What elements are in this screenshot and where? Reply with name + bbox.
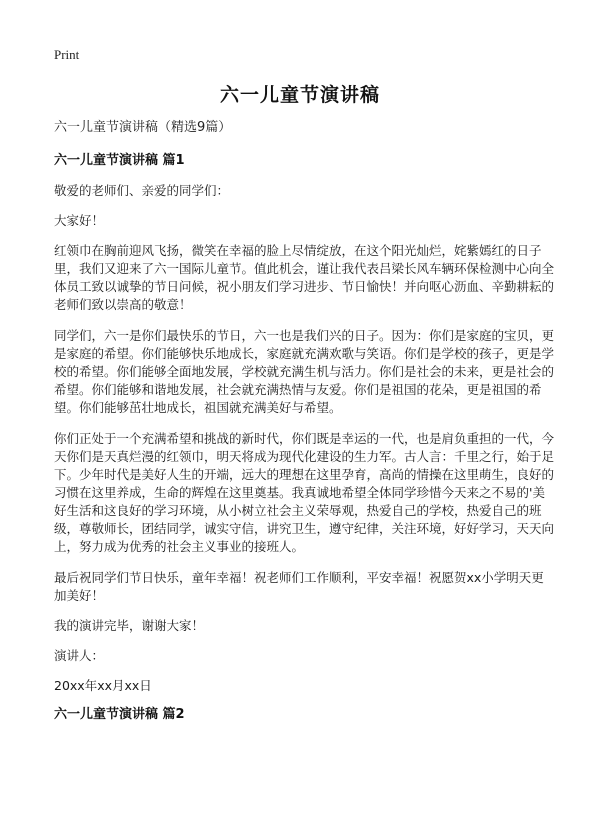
section-heading-1: 六一儿童节演讲稿 篇1	[54, 153, 185, 168]
speaker-label: 演讲人：	[54, 648, 105, 663]
greeting-paragraph: 敬爱的老师们、亲爱的同学们：	[54, 183, 230, 198]
date-line: 20xx年xx月xx日	[54, 678, 152, 693]
salutation-paragraph: 大家好！	[54, 213, 105, 228]
print-link[interactable]: Print	[54, 47, 80, 62]
closing-paragraph: 最后祝同学们节日快乐，童年幸福！祝老师们工作顺利，平安幸福！祝愿贺xx小学明天更加美好！	[54, 570, 544, 603]
body-paragraph-2: 同学们，六一是你们最快乐的节日，六一也是我们兴的日子。因为：你们是家庭的宝贝，更是家庭的希望。你们能够快乐地成长，家庭就充满欢歌与笑语。你们是学校的孩子，更是学校的希望。你们能够全面地发展，学校就充满生机与活力。你们是社会的未来，更是社会的希望。你们能够和谐地发展，社会就充满热情与友爱。你们是祖国的花朵，更是祖国的希望。你们能够茁壮地成长，祖国就充满美好与希望。	[54, 328, 555, 415]
document-title: 六一儿童节演讲稿	[219, 84, 380, 106]
thanks-paragraph: 我的演讲完毕，谢谢大家！	[54, 618, 205, 633]
body-paragraph-3: 你们正处于一个充满希望和挑战的新时代，你们既是幸运的一代，也是肩负重担的一代，今天你们是天真烂漫的红领巾，明天将成为现代化建设的生力军。古人言：千里之行，始于足下。少年时代是美好人生的开端，远大的理想在这里孕育，高尚的情操在这里萌生，良好的习惯在这里养成，生命的辉煌在这里奠基。我真诚地希望全体同学珍惜今天来之不易的'美好生活和这良好的学习环境，从小树立社会主义荣辱观，热爱自己的学校，热爱自己的班级，尊敬师长，团结同学，诚实守信，讲究卫生，遵守纪律，关注环境，好好学习，天天向上，努力成为优秀的社会主义事业的接班人。	[54, 431, 555, 554]
section-heading-2: 六一儿童节演讲稿 篇2	[54, 707, 185, 722]
document-subtitle: 六一儿童节演讲稿（精选9篇）	[54, 120, 232, 135]
document-body	[54, 120, 554, 736]
body-paragraph-1: 红领巾在胸前迎风飞扬，微笑在幸福的脸上尽情绽放，在这个阳光灿烂，姹紫嫣红的日子里，我们又迎来了六一国际儿童节。值此机会，谨让我代表吕梁长风车辆环保检测中心向全体员工致以诚挚的节日问候，祝小朋友们学习进步、节日愉快！并向呕心沥血、辛勤耕耘的老师们致以崇高的敬意！	[54, 243, 555, 312]
